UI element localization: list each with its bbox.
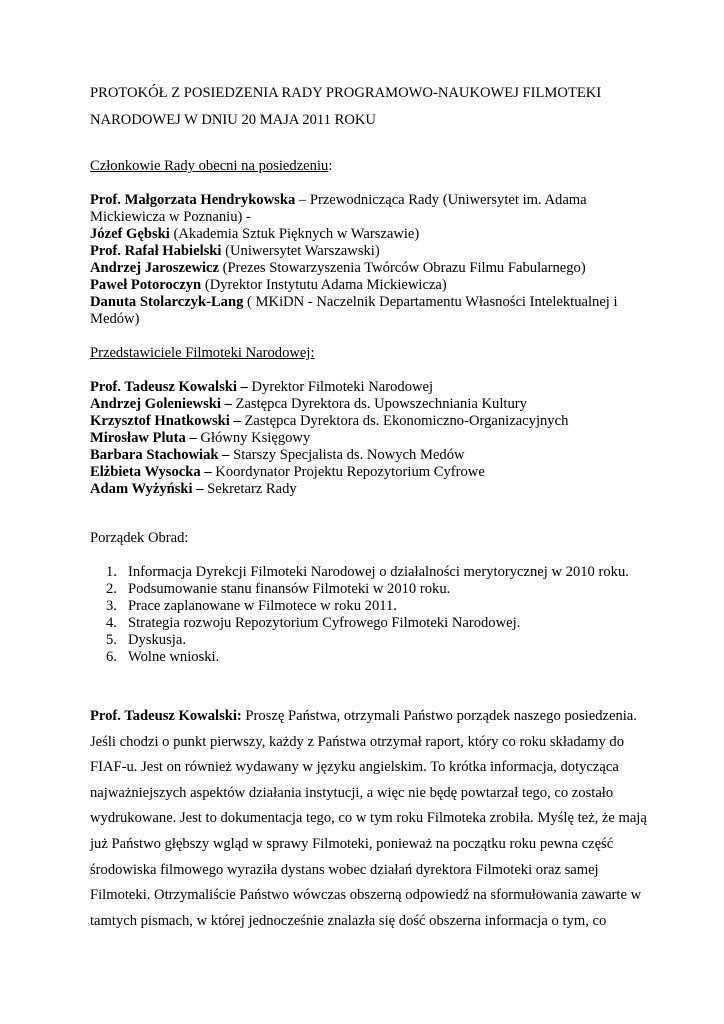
representative-name: Andrzej Goleniewski – <box>90 396 232 412</box>
member-role: (Prezes Stowarzyszenia Twórców Obrazu Filmu Fabularnego) <box>219 260 586 276</box>
member-role: ( MKiDN - Naczelnik Departamentu Własności Intelektualnej i Medów) <box>90 294 618 327</box>
representative-entry <box>90 481 650 498</box>
representative-entry <box>90 447 650 464</box>
agenda-list <box>90 564 650 666</box>
representative-entry <box>90 413 650 430</box>
representative-entry <box>90 464 650 481</box>
agenda-item <box>90 649 650 666</box>
representative-role: Starszy Specjalista ds. Nowych Medów <box>229 447 465 463</box>
member-name: Prof. Rafał Habielski <box>90 243 222 259</box>
representative-name: Prof. Tadeusz Kowalski – <box>90 379 248 395</box>
member-role: (Uniwersytet Warszawski) <box>221 243 380 259</box>
title-line: NARODOWEJ W DNIU 20 MAJA 2011 ROKU <box>90 112 376 128</box>
agenda-item <box>90 564 650 581</box>
member-entry <box>90 277 650 294</box>
representative-name: Krzysztof Hnatkowski – <box>90 413 241 429</box>
agenda-text: Podsumowanie stanu finansów Filmoteki w 2010 roku. <box>128 581 451 597</box>
agenda-number: 5. <box>106 632 117 648</box>
representative-name: Mirosław Pluta – <box>90 430 197 446</box>
representative-name: Elżbieta Wysocka – <box>90 464 212 480</box>
document-title <box>90 80 650 134</box>
agenda-text: Prace zaplanowane w Filmotece w roku 2011. <box>128 598 397 614</box>
representative-role: Sekretarz Rady <box>203 481 297 497</box>
member-name: Danuta Stolarczyk-Lang <box>90 294 244 310</box>
member-entry <box>90 192 650 226</box>
agenda-number: 4. <box>106 615 117 631</box>
representative-role: Dyrektor Filmoteki Narodowej <box>247 379 434 395</box>
member-role: (Akademia Sztuk Pięknych w Warszawie) <box>169 226 420 242</box>
agenda-heading: Porządek Obrad: <box>90 530 189 546</box>
agenda-item <box>90 598 650 615</box>
speaker-name: Prof. Tadeusz Kowalski: <box>90 708 242 724</box>
agenda-text: Dyskusja. <box>128 632 186 648</box>
member-name: Paweł Potoroczyn <box>90 277 202 293</box>
agenda-number: 6. <box>106 649 117 665</box>
member-entry <box>90 260 650 277</box>
representatives-section <box>90 345 650 498</box>
members-heading: Członkowie Rady obecni na posiedzeniu: <box>90 158 333 174</box>
representative-entry <box>90 396 650 413</box>
title-line: PROTOKÓŁ Z POSIEDZENIA RADY PROGRAMOWO-NAUKOWEJ FILMOTEKI <box>90 85 602 101</box>
representative-role: Zastępca Dyrektora ds. Ekonomiczno-Organizacyjnych <box>240 413 569 429</box>
agenda-item <box>90 632 650 649</box>
agenda-section <box>90 530 650 666</box>
agenda-text: Informacja Dyrekcji Filmoteki Narodowej o działalności merytorycznej w 2010 roku. <box>128 564 629 580</box>
representative-entry <box>90 379 650 396</box>
representative-entry <box>90 430 650 447</box>
speech-text: Proszę Państwa, otrzymali Państwo porządek naszego posiedzenia. Jeśli chodzi o punkt pierwszy, każdy z Państwa otrzymał raport, który co roku składamy do FIAF-u. Jest on również wydawany w języku angielskim. To krótka informacja, dotycząca najważniejszych aspektów działania instytucji, a więc nie będę powtarzał tego, co zostało wydrukowane. Jest to dokumentacja tego, co w tym roku Filmoteka zrobiła. Myślę też, że mają już Państwo głębszy wgląd w sprawy Filmoteki, ponieważ na początku roku pewna część środowiska filmowego wyraziła dystans wobec działań dyrektora Filmoteki oraz samej Filmoteki. Otrzymaliście Państwo wówczas obszerną odpowiedź na sformułowania zawarte w tamtych pismach, w której jednocześnie znalazła się dość obszerna informacja o tym, co <box>90 708 647 929</box>
representative-role: Główny Księgowy <box>196 430 311 446</box>
member-entry <box>90 226 650 243</box>
member-name: Józef Gębski <box>90 226 170 242</box>
member-role: (Dyrektor Instytutu Adama Mickiewicza) <box>201 277 447 293</box>
agenda-number: 3. <box>106 598 117 614</box>
member-name: Prof. Małgorzata Hendrykowska <box>90 192 296 208</box>
representative-name: Adam Wyżyński – <box>90 481 204 497</box>
member-entry <box>90 294 650 328</box>
agenda-number: 1. <box>106 564 117 580</box>
representative-role: Zastępca Dyrektora ds. Upowszechniania Kultury <box>231 396 527 412</box>
representative-role: Koordynator Projektu Repozytorium Cyfrowe <box>211 464 485 480</box>
member-entry <box>90 243 650 260</box>
agenda-text: Wolne wnioski. <box>128 649 220 665</box>
agenda-number: 2. <box>106 581 117 597</box>
representatives-heading: Przedstawiciele Filmoteki Narodowej: <box>90 345 315 361</box>
representative-name: Barbara Stachowiak – <box>90 447 230 463</box>
member-name: Andrzej Jaroszewicz <box>90 260 219 276</box>
members-section <box>90 158 650 328</box>
agenda-item <box>90 615 650 632</box>
agenda-text: Strategia rozwoju Repozytorium Cyfrowego Filmoteki Narodowej. <box>128 615 521 631</box>
agenda-item <box>90 581 650 598</box>
member-role: – Przewodnicząca Rady (Uniwersytet im. Adama Mickiewicza w Poznaniu) - <box>90 192 587 225</box>
speech-paragraph <box>90 704 650 934</box>
